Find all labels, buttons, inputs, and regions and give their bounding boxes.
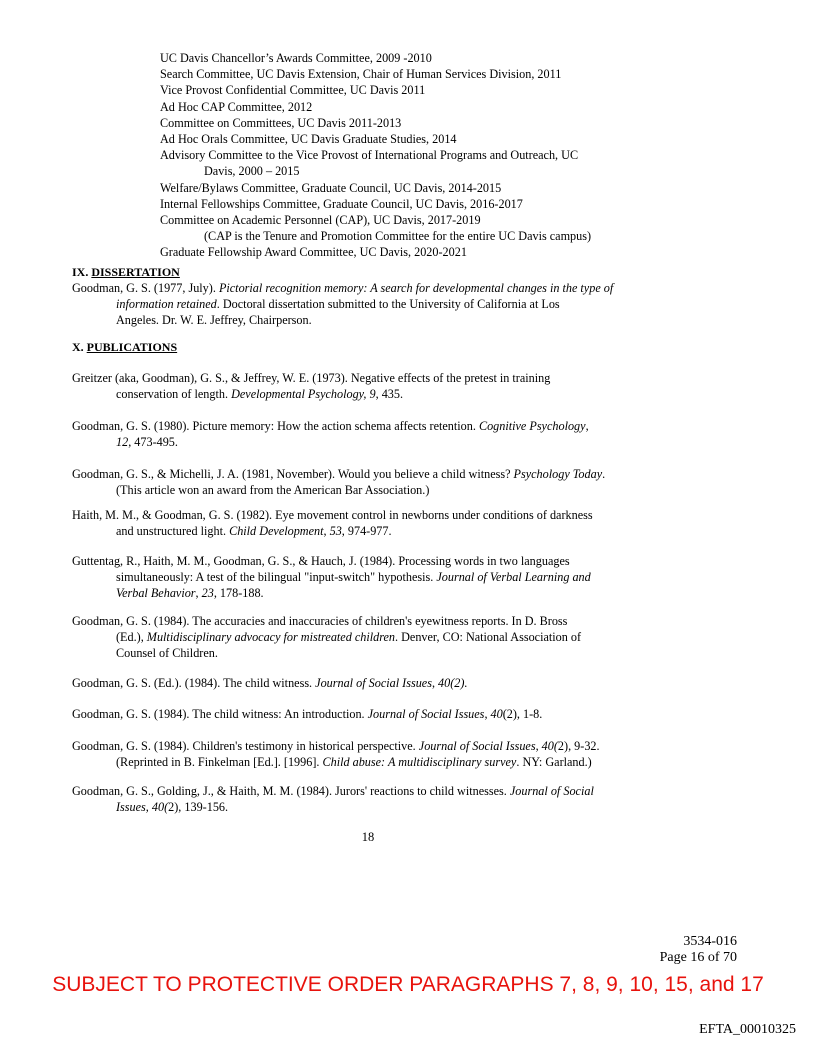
text-italic: Pictorial recognition memory: A search for developmental changes in the type of — [218, 281, 614, 295]
committee-item-continued: Davis, 2000 – 2015 — [204, 164, 300, 179]
bates-stamp — [660, 934, 737, 966]
text: Greitzer (aka, Goodman), G. S., & Jeffrey, W. E. (1973). Negative effects of the pretest in training — [72, 371, 551, 385]
committee-item-note: (CAP is the Tenure and Promotion Committee for the entire UC Davis campus) — [204, 229, 592, 244]
text: . — [602, 467, 606, 481]
committee-item: Welfare/Bylaws Committee, Graduate Council, UC Davis, 2014-2015 — [160, 180, 502, 195]
text-italic: 23 — [201, 586, 214, 601]
text: Goodman, G. S. (1980). Picture memory: How the action schema affects retention. — [72, 419, 479, 433]
text: , 473-495. — [128, 435, 178, 450]
text-italic: Journal of Social — [509, 784, 594, 798]
committee-list — [160, 50, 680, 261]
text: Goodman, G. S. (1984). Children's testimony in historical perspective. — [72, 739, 419, 753]
text: (This article won an award from the American Bar Association.) — [116, 483, 430, 498]
text: simultaneously: A test of the bilingual "input-switch" hypothesis. — [116, 570, 437, 585]
text: Goodman, G. S., Golding, J., & Haith, M. M. (1984). Jurors' reactions to child witnesses. — [72, 784, 510, 798]
page-number: 18 — [361, 830, 375, 844]
text: , 974-977. — [341, 524, 392, 539]
section-number: IX. — [72, 265, 89, 279]
text: Goodman, G. S., & Michelli, J. A. (1981, November). Would you believe a child witness? — [72, 467, 514, 481]
text-italic: 12 — [116, 435, 129, 450]
committee-item: UC Davis Chancellor’s Awards Committee, 2009 -2010 — [160, 51, 432, 65]
committee-item: Advisory Committee to the Vice Provost of International Programs and Outreach, UC — [160, 148, 579, 163]
text-italic: 40( — [541, 739, 558, 753]
text: Counsel of Children. — [116, 646, 218, 661]
text: Angeles. Dr. W. E. Jeffrey, Chairperson. — [116, 313, 312, 328]
text-italic: information retained — [116, 297, 217, 312]
text: (Ed.), — [116, 630, 147, 645]
protective-order-notice: SUBJECT TO PROTECTIVE ORDER PARAGRAPHS 7, 8, 9, 10, 15, and 17 — [52, 973, 764, 996]
text-italic: Developmental Psychology, 9 — [231, 387, 376, 402]
text-italic: Child abuse: A multidisciplinary survey — [322, 755, 517, 770]
publication-entry — [72, 418, 652, 450]
text-italic: Verbal Behavior — [116, 586, 196, 601]
text: Goodman, G. S. (1984). The child witness: An introduction. — [72, 707, 368, 721]
text-italic: Journal of Social Issues — [418, 739, 536, 753]
text: Goodman, G. S. (1977, July). — [72, 281, 219, 295]
text-italic: Multidisciplinary advocacy for mistreated children — [146, 630, 396, 645]
publication-entry — [72, 675, 652, 691]
text-italic: 40(2). — [438, 676, 468, 690]
efta-identifier: EFTA_00010325 — [699, 1022, 796, 1037]
text: , 178-188. — [213, 586, 264, 601]
dissertation-entry — [72, 280, 652, 329]
text-italic: Cognitive Psychology — [478, 419, 586, 433]
text: (Reprinted in B. Finkelman [Ed.]. [1996]. — [116, 755, 323, 770]
text: 2), 139-156. — [168, 800, 229, 815]
text: . Denver, CO: National Association of — [395, 630, 582, 645]
committee-item: Internal Fellowships Committee, Graduate Council, UC Davis, 2016-2017 — [160, 196, 523, 211]
committee-item: Search Committee, UC Davis Extension, Chair of Human Services Division, 2011 — [160, 67, 562, 82]
publication-entry — [72, 783, 652, 815]
text: . Doctoral dissertation submitted to the University of California at Los — [216, 297, 560, 312]
bates-page: Page 16 of 70 — [659, 950, 737, 965]
text: , — [535, 739, 542, 753]
text: Goodman, G. S. (1984). The accuracies and inaccuracies of children's eyewitness reports. In D. Bross — [72, 614, 568, 628]
text: , — [431, 676, 439, 690]
committee-item: Committee on Committees, UC Davis 2011-2013 — [160, 115, 402, 130]
text: 2), 9-32. — [557, 739, 600, 753]
section-title: DISSERTATION — [91, 265, 180, 279]
text: and unstructured light. — [116, 524, 230, 539]
section-title: PUBLICATIONS — [86, 340, 178, 354]
committee-item: Ad Hoc Orals Committee, UC Davis Graduate Studies, 2014 — [160, 132, 457, 147]
text-italic: Child Development — [229, 524, 324, 539]
text: , 435. — [375, 387, 404, 402]
text: Guttentag, R., Haith, M. M., Goodman, G. S., & Hauch, J. (1984). Processing words in two languages — [72, 554, 570, 568]
text: . NY: Garland.) — [516, 755, 592, 770]
text: , — [585, 419, 589, 433]
publication-entry — [72, 507, 652, 539]
publication-entry — [72, 613, 652, 662]
publication-entry — [72, 738, 652, 770]
publication-entry — [72, 553, 652, 602]
text-italic: Journal of Social Issues — [367, 707, 485, 721]
text: (2), 1-8. — [502, 707, 543, 721]
text: , — [323, 524, 330, 539]
text-italic: Issues, 40( — [116, 800, 169, 815]
text-italic: Psychology Today — [513, 467, 603, 481]
committee-item: Vice Provost Confidential Committee, UC Davis 2011 — [160, 83, 426, 98]
text-italic: 53 — [329, 524, 342, 539]
section-heading-publications — [72, 340, 177, 355]
text: , — [484, 707, 491, 721]
publication-entry — [72, 706, 652, 722]
text-italic: Journal of Social Issues — [315, 676, 432, 690]
section-number: X. — [72, 340, 84, 354]
committee-item: Committee on Academic Personnel (CAP), UC Davis, 2017-2019 — [160, 213, 481, 228]
publication-entry — [72, 466, 652, 498]
text: , — [195, 586, 202, 601]
text-italic: 40 — [490, 707, 503, 721]
publication-entry — [72, 370, 652, 402]
section-heading-dissertation — [72, 265, 180, 280]
committee-item: Ad Hoc CAP Committee, 2012 — [160, 99, 313, 114]
text: Haith, M. M., & Goodman, G. S. (1982). Eye movement control in newborns under conditions of darkness — [72, 508, 593, 522]
text-italic: Journal of Verbal Learning and — [436, 570, 591, 585]
text: conservation of length. — [116, 387, 232, 402]
committee-item: Graduate Fellowship Award Committee, UC Davis, 2020-2021 — [160, 245, 467, 260]
text: Goodman, G. S. (Ed.). (1984). The child witness. — [72, 676, 316, 690]
bates-number: 3534-016 — [683, 934, 737, 949]
